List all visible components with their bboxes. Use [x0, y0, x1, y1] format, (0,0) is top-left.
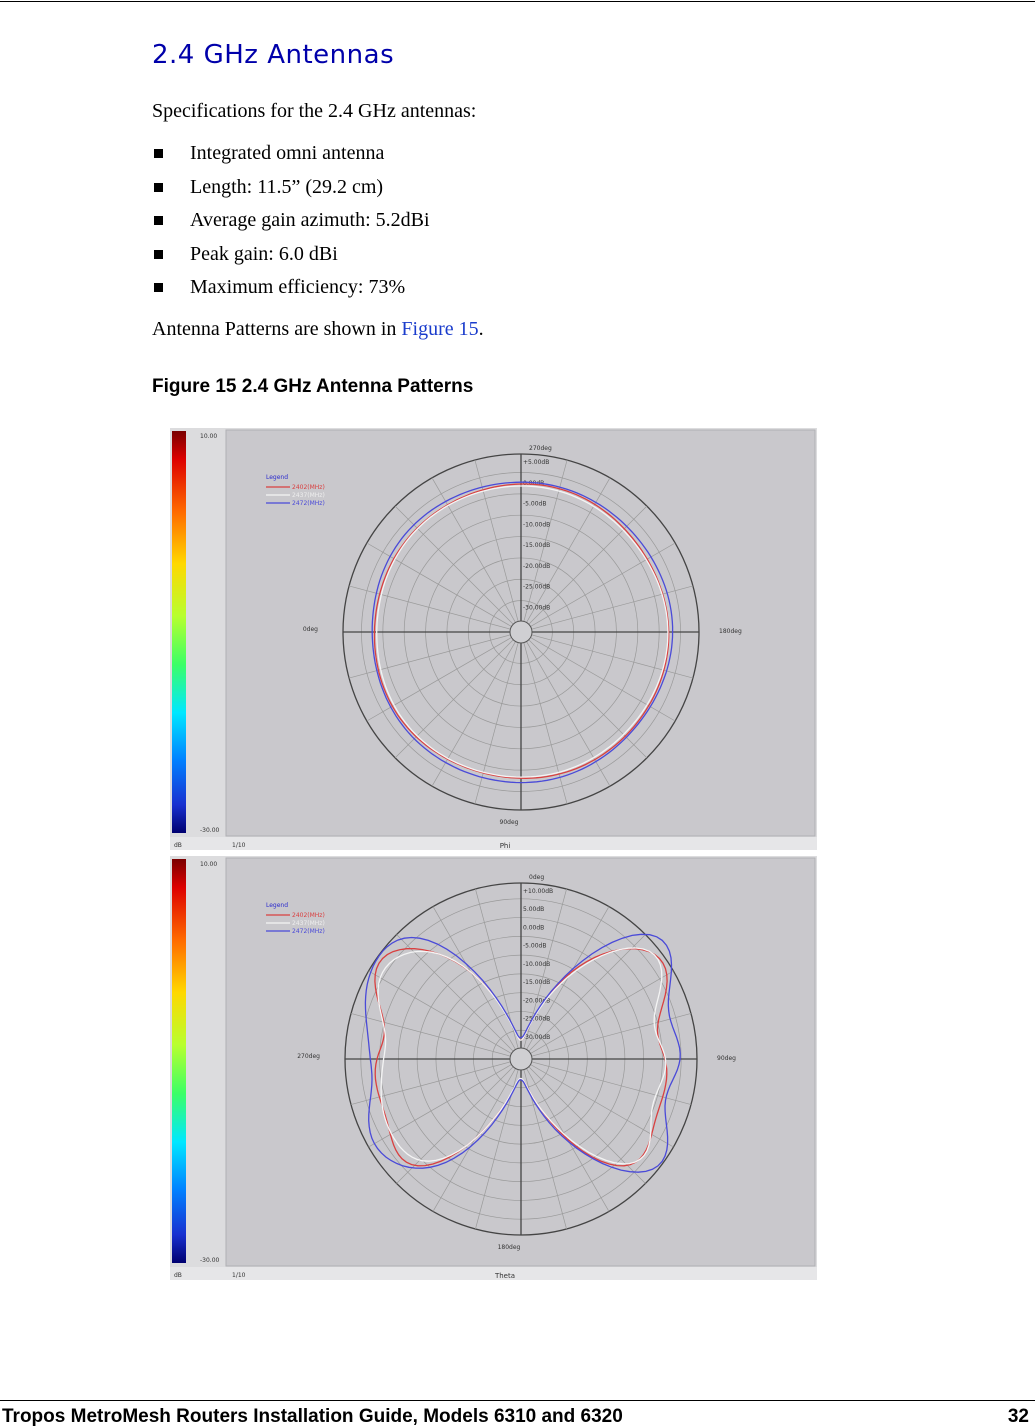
legend-entry: 2472(MHz) [292, 500, 325, 507]
ring-label: 0.00dB [523, 924, 545, 932]
bullet-icon [154, 183, 163, 192]
ring-label: -20.00dB [523, 997, 551, 1005]
angle-label-right: 90deg [717, 1055, 736, 1062]
ring-label: -20.00dB [523, 562, 551, 570]
footer-scale-label: 1/10 [232, 842, 246, 849]
footer-title: Tropos MetroMesh Routers Installation Guide, Models 6310 and 6320 [2, 1406, 623, 1427]
legend-title: Legend [266, 474, 289, 481]
angle-label-left: 0deg [302, 626, 318, 633]
spec-list [152, 137, 430, 305]
ring-label: -10.00dB [523, 960, 551, 968]
reference-suffix: . [478, 318, 484, 340]
spec-text: Integrated omni antenna [190, 142, 385, 165]
footer-unit-label: dB [174, 1272, 182, 1279]
scale-min-label: -30.00 [200, 1257, 220, 1264]
angle-label-left: 270deg [297, 1053, 320, 1060]
plot-footer-bar [170, 1267, 817, 1280]
plot-title: Theta [494, 1272, 516, 1280]
list-item [152, 171, 430, 205]
figure-link[interactable]: Figure 15 [401, 318, 479, 340]
bullet-icon [154, 216, 163, 225]
bullet-icon [154, 283, 163, 292]
footer-scale-label: 1/10 [232, 1272, 246, 1279]
list-item [152, 204, 430, 238]
ring-label: -15.00dB [523, 979, 551, 987]
reference-prefix: Antenna Patterns are shown in [152, 318, 402, 340]
top-rule [0, 1, 1035, 2]
scale-max-label: 10.00 [200, 433, 218, 440]
plot-footer-bar [170, 837, 817, 850]
center-hub [510, 1048, 532, 1070]
ring-label: -30.00dB [523, 604, 551, 612]
figure-reference [152, 318, 484, 341]
spec-text: Length: 11.5” (29.2 cm) [190, 175, 384, 198]
ring-label: 0.00dB [523, 479, 545, 487]
ring-label: -15.00dB [523, 542, 551, 549]
ring-label: -5.00dB [523, 500, 547, 508]
spec-text: Maximum efficiency: 73% [190, 276, 406, 299]
plot-title: Phi [499, 842, 511, 850]
list-item [152, 271, 430, 305]
bullet-icon [154, 250, 163, 259]
ring-label: -25.00dB [523, 1015, 551, 1023]
color-scale-bar [172, 431, 186, 833]
ring-label: -25.00dB [523, 583, 551, 591]
footer-rule [0, 1400, 1035, 1401]
ring-label: +10.00dB [523, 888, 554, 895]
legend-entry: 2437(MHz) [292, 492, 325, 499]
spec-text: Peak gain: 6.0 dBi [190, 242, 338, 265]
spec-text: Average gain azimuth: 5.2dBi [190, 209, 430, 232]
legend-entry: 2437(MHz) [292, 920, 325, 927]
footer-unit-label: dB [174, 842, 182, 849]
phi-polar-plot [170, 428, 817, 850]
intro-text: Specifications for the 2.4 GHz antennas: [152, 100, 477, 122]
angle-label-bottom: 90deg [499, 819, 519, 826]
legend-entry: 2402(MHz) [292, 484, 325, 491]
angle-label-top: 0deg [529, 874, 545, 881]
center-hub [510, 621, 532, 643]
legend-entry: 2402(MHz) [292, 912, 325, 919]
section-heading: 2.4 GHz Antennas [152, 40, 395, 70]
bullet-icon [154, 149, 163, 158]
list-item [152, 137, 430, 171]
ring-label: -5.00dB [523, 942, 547, 950]
list-item [152, 238, 430, 272]
legend-entry: 2472(MHz) [292, 928, 325, 935]
ring-label: 5.00dB [523, 906, 545, 914]
page-number: 32 [1007, 1406, 1029, 1427]
theta-polar-plot [170, 856, 817, 1280]
ring-label: +5.00dB [523, 459, 550, 466]
angle-label-top: 270deg [529, 445, 552, 452]
figure-caption: Figure 15 2.4 GHz Antenna Patterns [152, 376, 474, 397]
angle-label-bottom: 180deg [497, 1244, 521, 1251]
scale-max-label: 10.00 [200, 861, 218, 868]
legend-title: Legend [266, 902, 289, 909]
ring-label: -30.00dB [523, 1033, 551, 1041]
ring-label: -10.00dB [523, 521, 551, 529]
scale-min-label: -30.00 [200, 827, 220, 834]
color-scale-bar [172, 859, 186, 1263]
angle-label-right: 180deg [719, 628, 742, 635]
